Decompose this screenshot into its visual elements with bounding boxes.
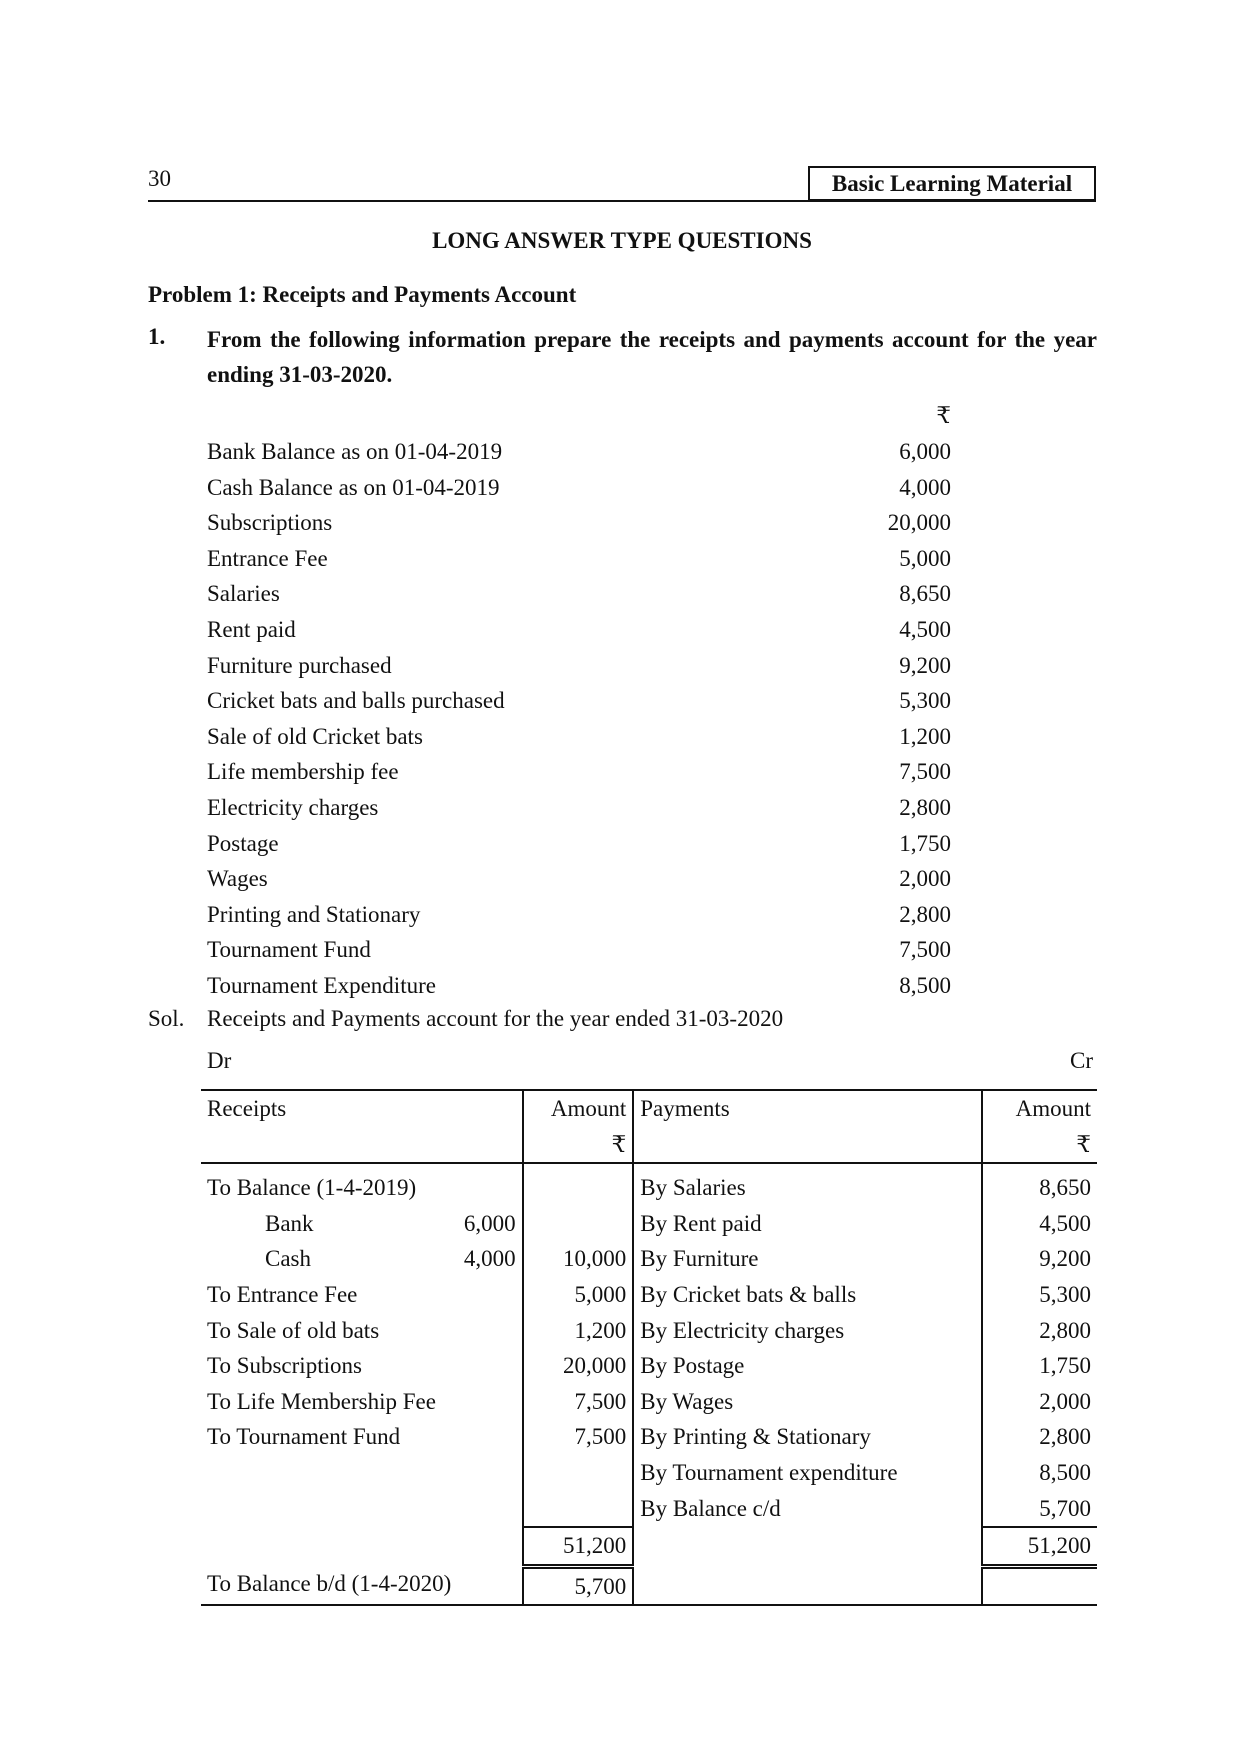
receipt-amount: 10,000 (523, 1241, 634, 1277)
item-amount: 7,500 (899, 937, 951, 963)
item-amount: 2,800 (899, 901, 951, 927)
payment-label: By Tournament expenditure (640, 1459, 898, 1485)
item-amount: 2,800 (899, 794, 951, 820)
receipt-label: To Balance (1-4-2019) (207, 1175, 417, 1201)
list-item (207, 648, 951, 684)
list-item (207, 826, 951, 862)
list-item (207, 719, 951, 755)
item-amount: 7,500 (899, 759, 951, 785)
book-title-box: Basic Learning Material (808, 166, 1096, 201)
receipt-label: To Entrance Fee (207, 1281, 358, 1307)
item-label: Wages (207, 866, 268, 892)
table-row (201, 1384, 1097, 1420)
item-amount: 4,000 (899, 474, 951, 500)
receipts-total: 51,200 (523, 1527, 634, 1566)
payment-label: By Electricity charges (640, 1317, 845, 1343)
payment-amount: 8,650 (982, 1163, 1097, 1206)
receipt-label: To Life Membership Fee (207, 1388, 436, 1414)
table-row (201, 1313, 1097, 1349)
receipt-label: To Balance b/d (1-4-2020) (201, 1566, 523, 1605)
item-amount: 20,000 (887, 510, 951, 536)
column-header-payments: Payments (633, 1090, 982, 1127)
solution-label: Sol. (148, 1006, 185, 1031)
cash-amount: 4,000 (463, 1246, 516, 1272)
table-row (201, 1206, 1097, 1242)
list-item (207, 505, 951, 541)
item-amount: 8,650 (899, 581, 951, 607)
payment-amount: 8,500 (982, 1455, 1097, 1491)
solution-title: Receipts and Payments account for the year ended 31-03-2020 (207, 1006, 784, 1031)
list-item (207, 790, 951, 826)
payment-label: By Postage (640, 1353, 745, 1379)
bank-amount: 6,000 (463, 1210, 516, 1236)
item-amount: 5,300 (899, 688, 951, 714)
totals-row (201, 1527, 1097, 1566)
column-header-amount: Amount (982, 1090, 1097, 1127)
table-row (201, 1163, 1097, 1206)
currency-symbol: ₹ (936, 403, 951, 428)
payment-label: By Cricket bats & balls (640, 1281, 857, 1307)
table-row (201, 1419, 1097, 1455)
column-header-receipts: Receipts (201, 1090, 523, 1127)
payment-amount: 2,800 (982, 1419, 1097, 1455)
table-row (201, 1241, 1097, 1277)
opening-bank-line (207, 1206, 516, 1242)
receipt-amount: 5,700 (523, 1566, 634, 1605)
item-label: Sale of old Cricket bats (207, 723, 423, 749)
cash-label: Cash (265, 1246, 311, 1272)
item-label: Printing and Stationary (207, 901, 421, 927)
receipt-amount: 7,500 (523, 1384, 634, 1420)
list-item (207, 470, 951, 506)
table-row (201, 1277, 1097, 1313)
list-item (207, 932, 951, 968)
item-amount: 1,750 (899, 830, 951, 856)
debit-label: Dr (207, 1048, 232, 1073)
list-item (207, 612, 951, 648)
receipt-label: To Sale of old bats (207, 1317, 380, 1343)
header-rule (148, 200, 1096, 202)
payment-label: By Printing & Stationary (640, 1424, 871, 1450)
item-label: Bank Balance as on 01-04-2019 (207, 439, 503, 464)
receipt-amount: 20,000 (523, 1348, 634, 1384)
payments-total: 51,200 (982, 1527, 1097, 1566)
receipt-label: To Tournament Fund (207, 1424, 401, 1450)
payment-label: By Balance c/d (640, 1495, 781, 1521)
receipt-label: To Subscriptions (207, 1353, 362, 1379)
list-item (207, 576, 951, 612)
payment-amount: 1,750 (982, 1348, 1097, 1384)
question-text: From the following information prepare the receipts and payments account for the year ending 31-03-2020. (207, 327, 1097, 387)
table-row (201, 1566, 1097, 1605)
list-item (207, 683, 951, 719)
list-item (207, 897, 951, 933)
payment-amount: 5,300 (982, 1277, 1097, 1313)
list-item (207, 754, 951, 790)
payment-label: By Rent paid (640, 1210, 762, 1236)
item-label: Rent paid (207, 616, 296, 642)
item-label: Furniture purchased (207, 652, 392, 678)
payment-label: By Salaries (640, 1175, 746, 1201)
bank-label: Bank (265, 1210, 314, 1236)
receipt-amount: 1,200 (523, 1313, 634, 1349)
item-amount: 6,000 (899, 439, 951, 464)
payment-amount: 4,500 (982, 1206, 1097, 1242)
given-information-list (207, 398, 951, 1004)
table-row (201, 1491, 1097, 1528)
payment-label: By Furniture (640, 1246, 759, 1272)
table-row (201, 1348, 1097, 1384)
list-item (207, 434, 951, 470)
item-label: Life membership fee (207, 759, 399, 785)
payment-amount: 5,700 (982, 1491, 1097, 1528)
credit-label: Cr (1070, 1048, 1093, 1073)
payment-amount: 9,200 (982, 1241, 1097, 1277)
page-number: 30 (148, 166, 171, 191)
column-header-amount: Amount (523, 1090, 634, 1127)
receipts-payments-table (201, 1089, 1097, 1606)
list-item (207, 968, 951, 1004)
table-header-currency-row (201, 1127, 1097, 1164)
receipt-amount: 5,000 (523, 1277, 634, 1313)
question-number: 1. (148, 324, 166, 349)
item-label: Tournament Expenditure (207, 972, 436, 998)
problem-title: Problem 1: Receipts and Payments Account (148, 282, 577, 307)
payment-amount: 2,800 (982, 1313, 1097, 1349)
item-label: Postage (207, 830, 279, 856)
item-label: Cricket bats and balls purchased (207, 688, 505, 714)
item-amount: 4,500 (899, 616, 951, 642)
item-amount: 8,500 (899, 972, 951, 998)
payment-amount: 2,000 (982, 1384, 1097, 1420)
item-label: Salaries (207, 581, 280, 607)
item-label: Cash Balance as on 01-04-2019 (207, 474, 500, 500)
item-label: Entrance Fee (207, 545, 328, 571)
receipt-amount: 7,500 (523, 1419, 634, 1455)
list-item (207, 541, 951, 577)
currency-symbol: ₹ (982, 1127, 1097, 1164)
payment-label: By Wages (640, 1388, 734, 1414)
item-amount: 1,200 (899, 723, 951, 749)
section-heading: LONG ANSWER TYPE QUESTIONS (432, 228, 812, 253)
item-label: Subscriptions (207, 510, 333, 536)
currency-symbol: ₹ (523, 1127, 634, 1164)
opening-cash-line (207, 1241, 516, 1277)
item-amount: 2,000 (899, 866, 951, 892)
item-label: Tournament Fund (207, 937, 371, 963)
item-label: Electricity charges (207, 794, 379, 820)
table-header-row (201, 1090, 1097, 1127)
item-amount: 5,000 (899, 545, 951, 571)
item-amount: 9,200 (899, 652, 951, 678)
list-item (207, 861, 951, 897)
table-row (201, 1455, 1097, 1491)
